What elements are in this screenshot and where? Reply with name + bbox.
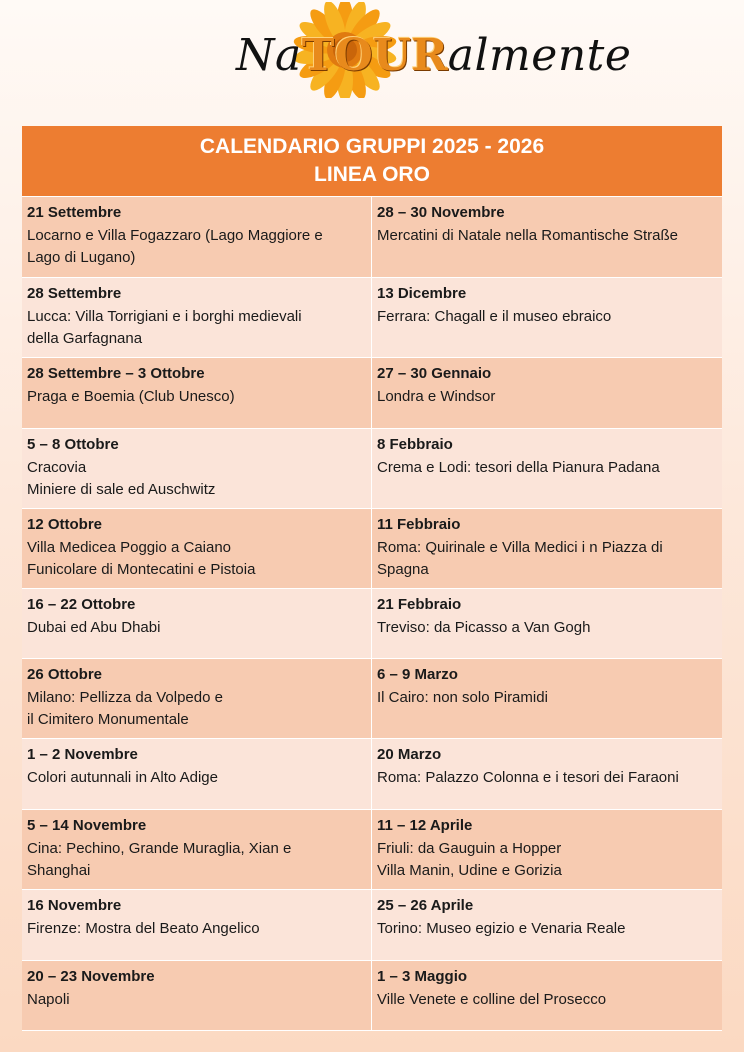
event-cell-right xyxy=(372,197,722,277)
table-row xyxy=(22,278,722,358)
event-date: 8 Febbraio xyxy=(377,436,453,453)
event-description: Miniere di sale ed Auschwitz xyxy=(27,481,216,498)
event-description: Funicolare di Montecatini e Pistoia xyxy=(27,561,256,578)
table-row xyxy=(22,589,722,659)
event-date: 20 Marzo xyxy=(377,746,442,763)
event-description: il Cimitero Monumentale xyxy=(27,711,189,728)
event-date: 11 – 12 Aprile xyxy=(377,817,473,834)
event-cell-right xyxy=(372,739,722,809)
event-description: Cracovia xyxy=(27,458,87,476)
event-description: Locarno e Villa Fogazzaro (Lago Maggiore e xyxy=(27,226,323,244)
event-description: Firenze: Mostra del Beato Angelico xyxy=(27,919,260,937)
table-row xyxy=(22,961,722,1031)
event-cell-right xyxy=(372,509,722,588)
calendar-table xyxy=(22,126,722,1031)
event-cell-left xyxy=(22,890,372,960)
event-description: Shanghai xyxy=(27,862,91,879)
event-description: Mercatini di Natale nella Romantische Straße xyxy=(377,226,678,244)
table-header xyxy=(22,126,722,196)
event-date: 11 Febbraio xyxy=(377,516,461,533)
event-cell-left xyxy=(22,739,372,809)
event-date: 28 – 30 Novembre xyxy=(377,204,505,221)
logo-wordmark xyxy=(236,28,631,84)
event-description: Londra e Windsor xyxy=(377,387,496,405)
event-cell-right xyxy=(372,358,722,428)
event-description: Praga e Boemia (Club Unesco) xyxy=(27,387,235,405)
event-description: Friuli: da Gauguin a Hopper xyxy=(377,839,562,857)
table-row xyxy=(22,358,722,429)
event-date: 6 – 9 Marzo xyxy=(377,666,458,683)
logo-suffix: almente xyxy=(447,30,632,81)
event-description: Torino: Museo egizio e Venaria Reale xyxy=(377,919,626,937)
event-description: Colori autunnali in Alto Adige xyxy=(27,768,218,786)
logo xyxy=(0,0,744,118)
event-cell-left xyxy=(22,429,372,508)
event-date: 21 Febbraio xyxy=(377,596,462,613)
event-cell-right xyxy=(372,429,722,508)
event-description: Roma: Quirinale e Villa Medici i n Piazza di xyxy=(377,538,663,556)
event-cell-left xyxy=(22,278,372,357)
event-cell-left xyxy=(22,509,372,588)
event-date: 1 – 3 Maggio xyxy=(377,968,468,985)
table-row xyxy=(22,509,722,589)
event-date: 26 Ottobre xyxy=(27,666,103,683)
event-cell-right xyxy=(372,810,722,889)
event-description: Ville Venete e colline del Prosecco xyxy=(377,990,607,1008)
event-cell-left xyxy=(22,810,372,889)
event-cell-left xyxy=(22,659,372,738)
table-row xyxy=(22,197,722,278)
event-description: Treviso: da Picasso a Van Gogh xyxy=(377,618,591,636)
event-date: 25 – 26 Aprile xyxy=(377,897,474,914)
event-date: 13 Dicembre xyxy=(377,285,467,302)
calendar-grid xyxy=(22,196,722,1031)
event-description: Dubai ed Abu Dhabi xyxy=(27,618,161,636)
table-row xyxy=(22,890,722,961)
event-date: 28 Settembre xyxy=(27,285,122,302)
event-description: Roma: Palazzo Colonna e i tesori dei Faraoni xyxy=(377,768,679,786)
event-cell-right xyxy=(372,890,722,960)
event-date: 27 – 30 Gennaio xyxy=(377,365,492,382)
event-date: 12 Ottobre xyxy=(27,516,103,533)
table-row xyxy=(22,429,722,509)
table-row xyxy=(22,810,722,890)
event-cell-right xyxy=(372,589,722,658)
table-row xyxy=(22,739,722,810)
event-date: 5 – 14 Novembre xyxy=(27,817,147,834)
event-description: Ferrara: Chagall e il museo ebraico xyxy=(377,307,612,325)
event-description: Crema e Lodi: tesori della Pianura Padana xyxy=(377,458,660,476)
logo-tour: TOUR xyxy=(301,30,448,81)
event-date: 21 Settembre xyxy=(27,204,122,221)
event-description: Villa Medicea Poggio a Caiano xyxy=(27,538,232,556)
event-description: Lucca: Villa Torrigiani e i borghi medievali xyxy=(27,307,302,325)
event-cell-left xyxy=(22,358,372,428)
event-description: Milano: Pellizza da Volpedo e xyxy=(27,688,223,706)
event-description: Villa Manin, Udine e Gorizia xyxy=(377,862,562,879)
event-date: 16 – 22 Ottobre xyxy=(27,596,136,613)
header-subtitle: LINEA ORO xyxy=(314,163,430,186)
event-cell-right xyxy=(372,278,722,357)
event-cell-right xyxy=(372,659,722,738)
header-title: CALENDARIO GRUPPI 2025 - 2026 xyxy=(199,135,545,158)
event-description: Lago di Lugano) xyxy=(27,249,136,266)
event-cell-right xyxy=(372,961,722,1030)
event-date: 5 – 8 Ottobre xyxy=(27,436,119,453)
event-cell-left xyxy=(22,197,372,277)
event-date: 16 Novembre xyxy=(27,897,122,914)
event-description: della Garfagnana xyxy=(27,330,143,347)
event-description: Il Cairo: non solo Piramidi xyxy=(377,688,548,706)
event-description: Napoli xyxy=(27,990,70,1008)
event-date: 1 – 2 Novembre xyxy=(27,746,138,763)
event-date: 28 Settembre – 3 Ottobre xyxy=(27,365,205,382)
event-description: Spagna xyxy=(377,561,429,578)
event-description: Cina: Pechino, Grande Muraglia, Xian e xyxy=(27,839,292,857)
logo-prefix: Na xyxy=(236,30,302,81)
event-cell-left xyxy=(22,589,372,658)
event-cell-left xyxy=(22,961,372,1030)
event-date: 20 – 23 Novembre xyxy=(27,968,155,985)
table-row xyxy=(22,659,722,739)
